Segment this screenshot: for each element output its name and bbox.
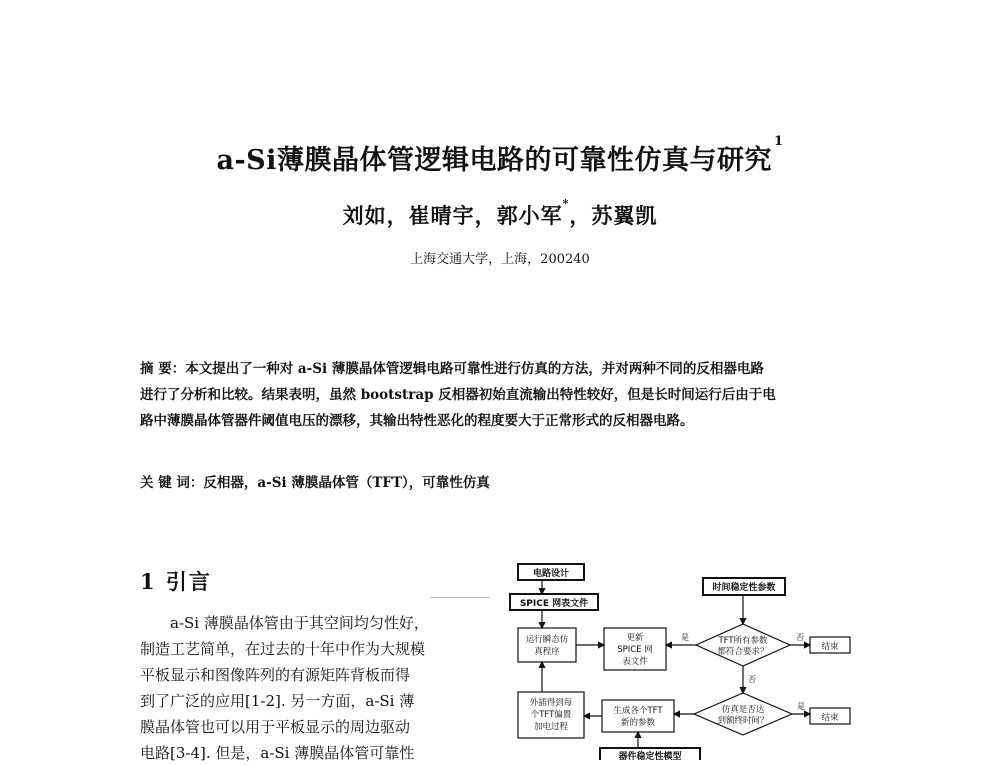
fc-no-1: 否	[796, 633, 804, 642]
fc-yes-2: 是	[797, 702, 805, 711]
abstract	[140, 356, 860, 434]
abstract-line: 摘 要：本文提出了一种对 a-Si 薄膜晶体管逻辑电路可靠性进行仿真的方法，并对两种不同的反相器电路	[140, 361, 764, 377]
fc-yes-1: 是	[681, 633, 689, 642]
section-body	[140, 610, 470, 766]
fc-extrapolate-1: 外插得到每	[529, 698, 573, 708]
body-line: 平板显示和图像阵列的有源矩阵背板而得	[140, 666, 411, 684]
divider	[430, 597, 490, 598]
fc-end-2: 结束	[821, 713, 839, 723]
body-line: 到了广泛的应用[1-2]. 另一方面，a-Si 薄	[140, 692, 415, 710]
fc-run-sim-1: 运行瞬态仿	[525, 635, 569, 645]
fc-extrapolate-3: 加电过程	[533, 722, 569, 732]
fc-generate-1: 生成各个TFT	[613, 706, 663, 716]
flowchart	[500, 562, 860, 760]
abstract-line: 路中薄膜晶体管器件阈值电压的漂移，其输出特性恶化的程度要大于正常形式的反相器电路。	[140, 413, 694, 429]
title-footnote-mark: 1	[773, 134, 784, 149]
authors-part-1: 刘如，崔晴宇，郭小军	[342, 203, 563, 228]
body-line: 制造工艺简单，在过去的十年中作为大规模	[140, 640, 426, 658]
fc-stability-params: 时间稳定性参数	[712, 583, 776, 593]
paper-title	[0, 134, 1000, 177]
body-line: 膜晶体管也可以用于平板显示的周边驱动	[140, 718, 411, 736]
keywords: 关 键 词：反相器，a-Si 薄膜晶体管（TFT），可靠性仿真	[140, 475, 490, 491]
fc-decision2-2: 到额终时间？	[717, 716, 769, 726]
fc-update-1: 更新	[626, 633, 644, 643]
abstract-line: 进行了分析和比较。结果表明，虽然 bootstrap 反相器初始直流输出特性较好，但是长时间运行后由于电	[140, 387, 776, 403]
fc-device-params: 器件稳定性模型	[618, 752, 682, 760]
section-heading: 1 引言	[140, 569, 212, 594]
fc-update-3: 表文件	[622, 657, 648, 667]
affiliation: 上海交通大学，上海，200240	[410, 252, 590, 267]
fc-decision1-1: TFT所有参数	[718, 636, 768, 646]
authors-part-2: ，苏翼凯	[569, 203, 658, 228]
author-list	[0, 197, 1000, 230]
fc-extrapolate-2: 个TFT偏置	[530, 710, 572, 720]
body-line: a-Si 薄膜晶体管由于其空间均匀性好，	[170, 614, 429, 632]
corresponding-author-mark: *	[562, 197, 570, 210]
fc-decision1-2: 都符合要求？	[717, 647, 769, 657]
fc-update-2: SPICE 网	[617, 645, 653, 655]
fc-circuit-design: 电路设计	[532, 569, 570, 579]
fc-generate-2: 新的参数	[620, 718, 656, 728]
fc-no-2: 否	[748, 675, 756, 684]
body-line: 电路[3-4]. 但是，a-Si 薄膜晶体管可靠性	[140, 744, 415, 762]
fc-spice-netlist: SPICE 网表文件	[519, 599, 589, 609]
title-text: a-Si薄膜晶体管逻辑电路的可靠性仿真与研究	[216, 145, 772, 176]
fc-run-sim-2: 真程序	[534, 647, 560, 657]
fc-decision2-1: 仿真是否达	[721, 705, 765, 715]
fc-end-1: 结束	[821, 642, 839, 652]
